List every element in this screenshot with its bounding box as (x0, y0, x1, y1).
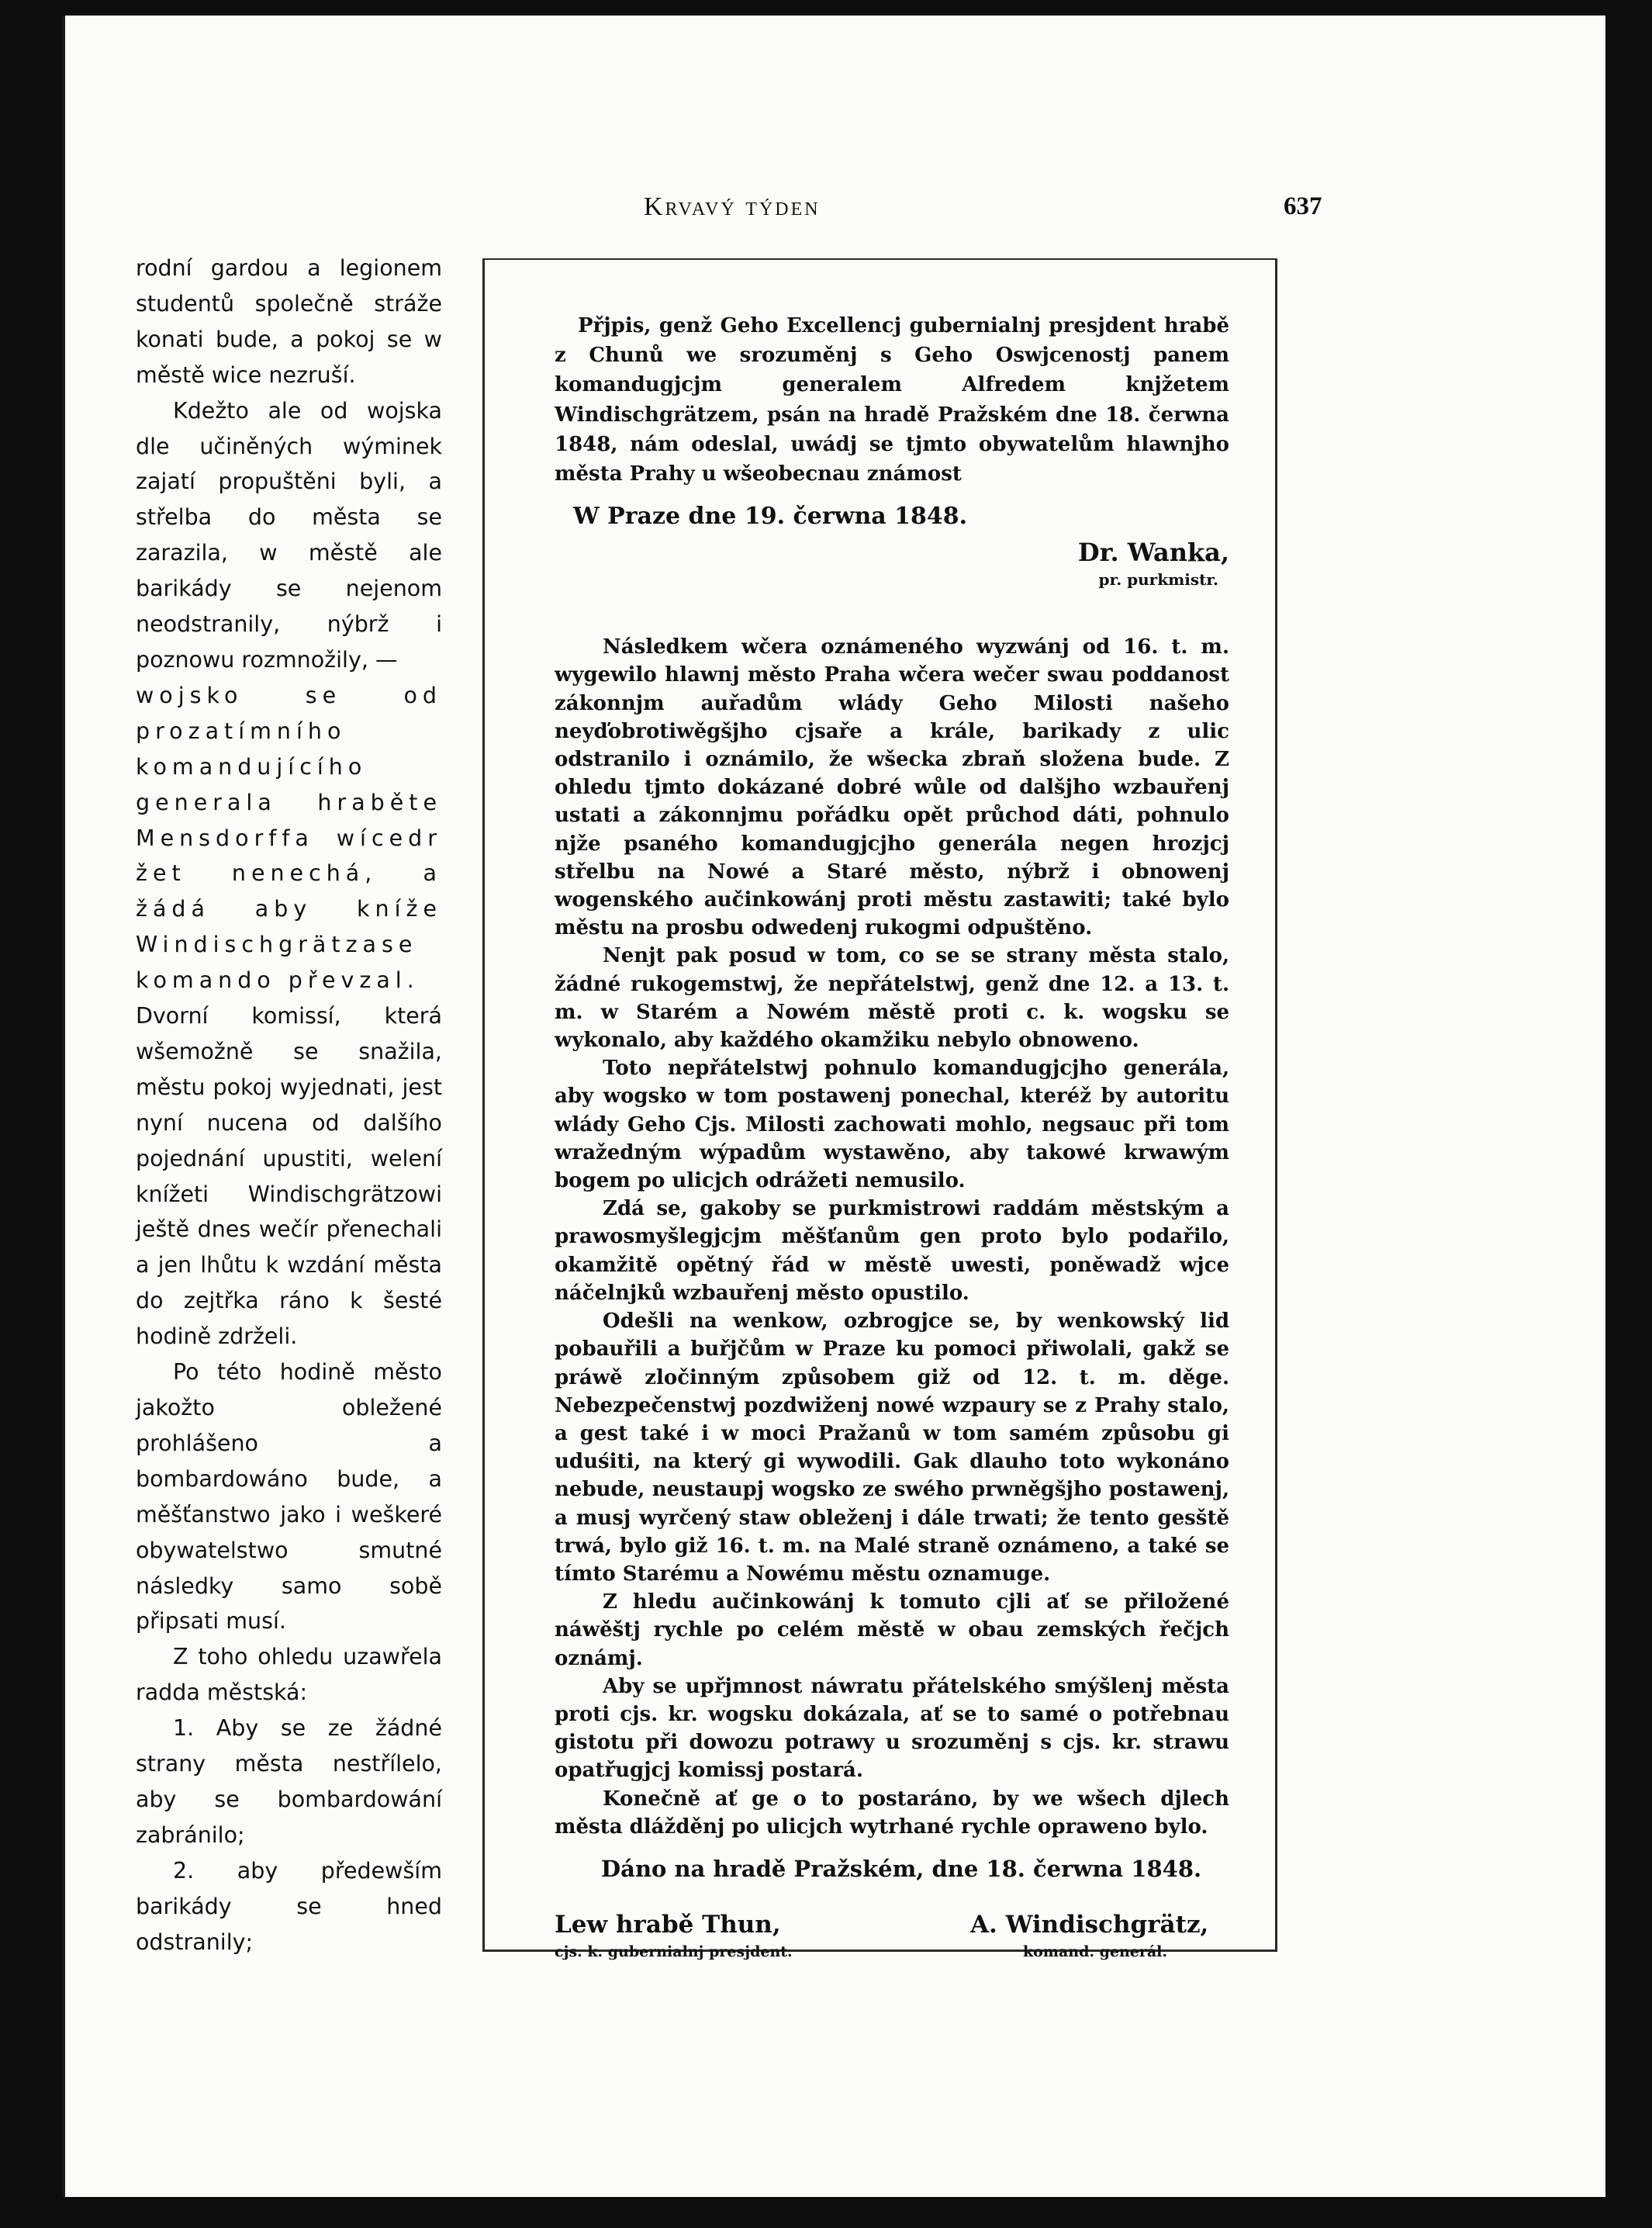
proclamation-dateline: W Praze dne 19. čerwna 1848. (573, 503, 968, 531)
closing-signatures (555, 1909, 1229, 1979)
proclamation-paragraph: Nenjt pak posud w tom, co se se strany města stalo, žádné rukogemstwj, že nepřátelstwj, genž dne 12. a 13. t. m. w Starém a Nowém městě proti c. k. wogsku se wykonalo, aby každého okamžiku nebylo obnoweno. (555, 944, 1229, 1053)
proclamation-paragraph: Zdá se, gakoby se purkmistrowi raddám městským a prawosmyšlegjcjm měšťanům gen proto bylo podařilo, okamžitě opětný řád w městě uwesti, poněwadž wjce náčelnjků wzbauřenj město opustilo. (555, 1197, 1229, 1305)
mayor-title: pr. purkmistr. (1098, 570, 1218, 590)
running-title: Krvavý týden (644, 192, 821, 221)
proclamation-box (482, 258, 1277, 1960)
page-number: 637 (1284, 192, 1322, 220)
proclamation-paragraph: Konečně ať ge o to postaráno, by we wšech djlech města dlážděnj po ulicjch wytrhané rychle opraweno bylo. (555, 1787, 1229, 1839)
proclamation-paragraph: Toto nepřátelstwj pohnulo komandugjcjho generála, aby wogsko w tom postawenj ponechal, kteréž by autoritu wlády Geho Cjs. Milosti zachowati mohlo, negsauc při tom wražedným wýpadům wystawěno, aby takowé krwawým bogem po ulicjch odrážeti nemusilo. (555, 1057, 1229, 1193)
left-paragraph: Dvorní komissí, která wšemožně se snažila, městu pokoj wyjednati, jest nyní nucena od dalšího pojednání upustiti, welení knížeti Windischgrätzowi ještě dnes wečír přenechali a jen lhůtu k wzdání města do zejtřka ráno k šesté hodině zdrželi. (136, 1003, 442, 1350)
left-column-text (136, 251, 442, 1960)
general-name: A. Windischgrätz, (970, 1910, 1209, 1939)
mayor-signature (555, 535, 1229, 590)
scan-edge (1605, 16, 1652, 2197)
left-paragraph: Z toho ohledu uzawřela radda městská: (136, 1644, 442, 1706)
left-paragraph: Po této hodině město jakožto obležené prohlášeno a bombardowáno bude, a měšťanstwo jako i weškeré obywatelstwo smutné následky samo sobě připsati musí. (136, 1359, 442, 1635)
proclamation-paragraph: Následkem wčera oznámeného wyzwánj od 16. t. m. wygewilo hlawnj město Praha wčera wečer swau poddanost zákonnjm auřadům wlády Geho Milosti našeho neyďobrotiwěgšjho cjsaře a krále, barikady z ulic odstranilo i oznámilo, že wšecka zbraň složena bude. Z ohledu tjmto dokázané dobré wůle od dalšjho wzbauřenj ustati a zákonnjmu pořádku opět průchod dáti, pohnulo njže psaného komandugjcjho generála negen hrozjcj střelbu na Nowé a Staré město, nýbrž i obnowenj wogenského aučinkowánj proti městu zastawiti; také bylo městu na prosbu odwedenj rukogmi odpuštěno. (555, 635, 1229, 940)
governor-title: cjs. k. gubernialnj presjdent. (555, 1943, 793, 1960)
governor-signature (555, 1909, 793, 1963)
closing-dateline: Dáno na hradě Pražském, dne 18. čerwna 1848. (601, 1855, 1202, 1882)
proclamation-body (555, 633, 1229, 1841)
left-paragraph: Kdežto ale od wojska dle učiněných wýminek zajatí propuštěni byli, a střelba do města se zarazila, w městě ale barikády se nejenom neodstranily, nýbrž i poznowu rozmnožily, — (136, 397, 442, 673)
left-paragraph: rodní gardou a legionem studentů společně stráže konati bude, a pokoj se w městě wice nezruší. (136, 255, 442, 388)
proclamation-paragraph: Z hledu aučinkowánj k tomuto cjli ať se přiložené náwěštj rychle po celém městě w obau zemských řečjch oznámj. (555, 1590, 1229, 1670)
proclamation-intro: Přjpis, genž Geho Excellencj gubernialnj presjdent hrabě z Chunů we srozuměnj s Geho Oswjcenostj panem komandugjcjm generalem Alfredem knjžetem Windischgrätzem, psán na hradě Pražském dne 18. čerwna 1848, nám odeslal, uwádj se tjmto obywatelům hlawnjho města Prahy u wšeobecnau známost (555, 314, 1229, 486)
left-paragraph-spaced: wojsko se od prozatímního komandujícího generala hraběte Mensdorffa wícedr žet nenechá, a žádá aby kníže Windischgrätzase komando převzal. (136, 682, 442, 994)
mayor-name: Dr. Wanka, (1077, 538, 1229, 568)
proclamation-paragraph: Aby se upřjmnost náwratu přátelského smýšlenj města proti cjs. kr. wogsku dokázala, ať se to samé o potřebnau gistotu při dowozu potrawy u srozuměnj s cjs. kr. strawu opatřugjcj komissj postará. (555, 1674, 1229, 1783)
proclamation-paragraph: Odešli na wenkow, ozbrogjce se, by wenkowský lid pobauřili a buřjčům w Praze ku pomoci přiwolali, gakž se práwě zločinným způsobem giž od 12. t. m. děge. Nebezpečenstwj pozdwiženj nowé wzpaury se z Prahy stalo, a gest také i w moci Pražanů w tom samém způsobu gi uduśiti, na který gi wywodili. Gak dlauho toto wykonáno nebude, neustaupj wogsko ze swého prwněgšjho postawenj, a musj wyrčený staw obleženj i dále trwati; že tento gesště trwá, bylo giž 16. t. m. na Malé straně oznámeno, a také se tímto Starému a Nowému městu oznamuge. (555, 1309, 1229, 1586)
left-paragraph: 2. aby předewším barikády se hned odstranily; (136, 1857, 442, 1955)
general-title: komand. generál. (1023, 1943, 1168, 1960)
left-paragraph: 1. Aby se ze žádné strany města nestřílelo, aby se bombardowání zabránilo; (136, 1715, 442, 1848)
general-signature (970, 1909, 1208, 1963)
governor-name: Lew hrabě Thun, (555, 1910, 781, 1939)
